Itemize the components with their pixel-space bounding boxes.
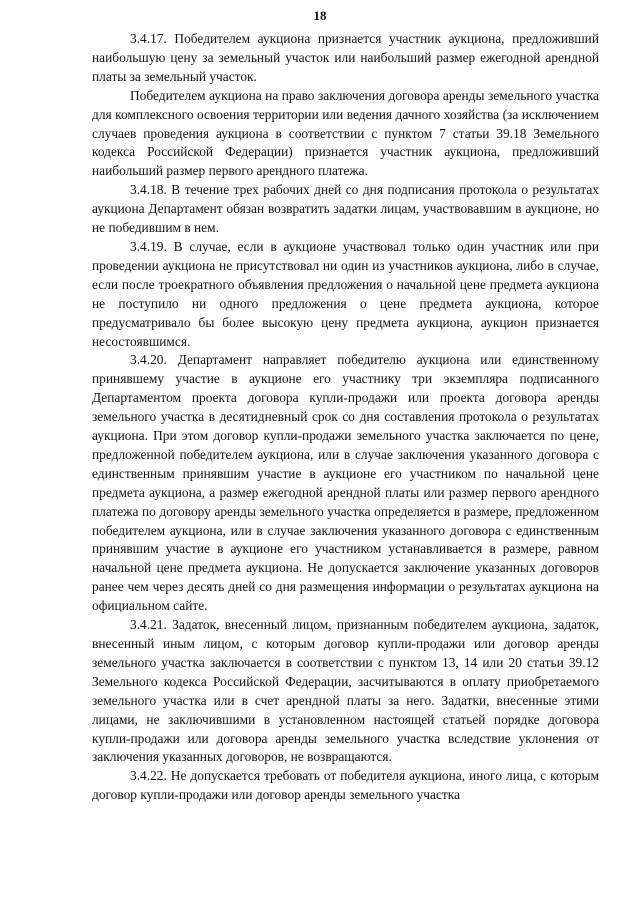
paragraph-3-4-18: 3.4.18. В течение трех рабочих дней со дня подписания протокола о результатах аукциона Департамент обязан возвратить задатки лицам, участвовавшим в аукционе, но не победившим в нем. [92,182,599,236]
paragraph-3-4-22: 3.4.22. Не допускается требовать от победителя аукциона, иного лица, с которым договор купли-продажи или договор аренды земельного участка [92,768,599,803]
paragraph-3-4-19: 3.4.19. В случае, если в аукционе участвовал только один участник или при проведении аукциона не присутствовал ни один из участников аукциона, либо в случае, если после троекратного объявления предложения о начальной цене предмета аукциона не поступило ни одного предложения о цене предмета аукциона, которое предусматривало бы более высокую цену предмета аукциона, аукцион признается несостоявшимся. [92,238,599,349]
paragraph-winner-complex-development: Победителем аукциона на право заключения договора аренды земельного участка для комплексного освоения территории или ведения дачного хозяйства (за исключением случаев проведения аукциона в соответствии с пунктом 7 статьи 39.18 Земельного кодекса Российской Федерации) признается участник аукциона, предложивший наибольший размер первого арендного платежа. [92,87,599,179]
paragraph-3-4-21: 3.4.21. Задаток, внесенный лицом, признанным победителем аукциона, задаток, внесенный иным лицом, с которым договор купли-продажи или договор аренды земельного участка заключается в соответствии с пунктом 13, 14 или 20 статьи 39.12 Земельного кодекса Российской Федерации, засчитываются в оплату приобретаемого земельного участка или в счет арендной платы за него. Задатки, внесенные этими лицами, не заключившими в установленном настоящей статьей порядке договора купли-продажи или договора аренды земельного участка вследствие уклонения от заключения указанных договоров, не возвращаются. [92,617,599,765]
page-number: 18 [313,8,327,23]
paragraph-3-4-20: 3.4.20. Департамент направляет победителю аукциона или единственному принявшему участие в аукционе его участнику три экземпляра подписанного Департаментом проекта договора купли-продажи или проекта договора аренды земельного участка в десятидневный срок со дня составления протокола о результатах аукциона. При этом договор купли-продажи земельного участка заключается по цене, предложенной победителем аукциона, или в случае заключения указанного договора с единственным принявшим участие в аукционе его участником по начальной цене предмета аукциона, а размер ежегодной арендной платы или размер первого арендного платежа по договору аренды земельного участка определяется в размере, предложенном победителем аукциона, или в случае заключения указанного договора с единственным принявшим участие в аукционе его участником устанавливается в размере, равном начальной цене предмета аукциона. Не допускается заключение указанных договоров ранее чем через десять дней со дня размещения информации о результатах аукциона на официальном сайте. [92,352,599,614]
document-body [92,30,599,805]
paragraph-3-4-17: 3.4.17. Победителем аукциона признается участник аукциона, предложивший наибольшую цену за земельный участок или наибольший размер ежегодной арендной платы за земельный участок. [92,31,599,84]
